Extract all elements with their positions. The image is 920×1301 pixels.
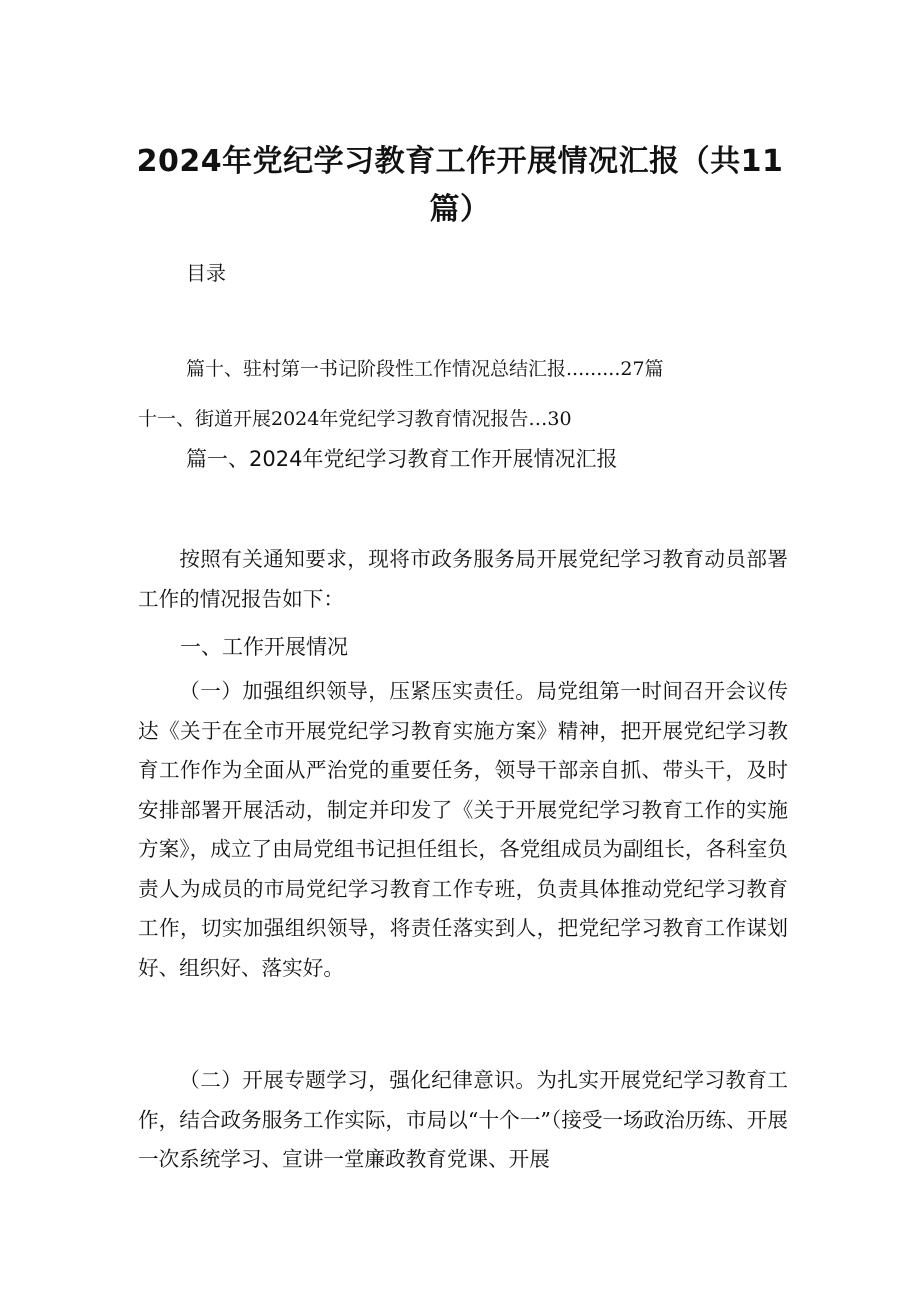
body-paragraph: （二）开展专题学习，强化纪律意识。为扎实开展党纪学习教育工作，结合政务服务工作实际，市局以“十个一”（接受一场政治历练、开展一次系统学习、宣讲一堂廉政教育党课、开展	[138, 1068, 788, 1171]
intro-paragraph: 按照有关通知要求，现将市政务服务局开展党纪学习教育动员部署工作的情况报告如下：	[138, 547, 788, 611]
document-title: 2024年党纪学习教育工作开展情况汇报（共11篇）	[136, 144, 784, 227]
sub-heading: 一、工作开展情况	[180, 635, 348, 659]
section-heading: 篇一、2024年党纪学习教育工作开展情况汇报	[186, 447, 618, 471]
toc-entry: 篇十、驻村第一书记阶段性工作情况总结汇报.........27篇	[186, 358, 664, 380]
toc-entry: 十一、街道开展2024年党纪学习教育情况报告…30	[138, 408, 572, 430]
body-paragraph: （一）加强组织领导，压紧压实责任。局党组第一时间召开会议传达《关于在全市开展党纪学习教育实施方案》精神，把开展党纪学习教育工作作为全面从严治党的重要任务，领导干部亲自抓、带头干，及时安排部署开展活动，制定并印发了《关于开展党纪学习教育工作的实施方案》，成立了由局党组书记担任组长，各党组成员为副组长，各科室负责人为成员的市局党纪学习教育工作专班，负责具体推动党纪学习教育工作，切实加强组织领导，将责任落实到人，把党纪学习教育工作谋划好、组织好、落实好。	[138, 679, 788, 980]
toc-label: 目录	[186, 261, 226, 285]
